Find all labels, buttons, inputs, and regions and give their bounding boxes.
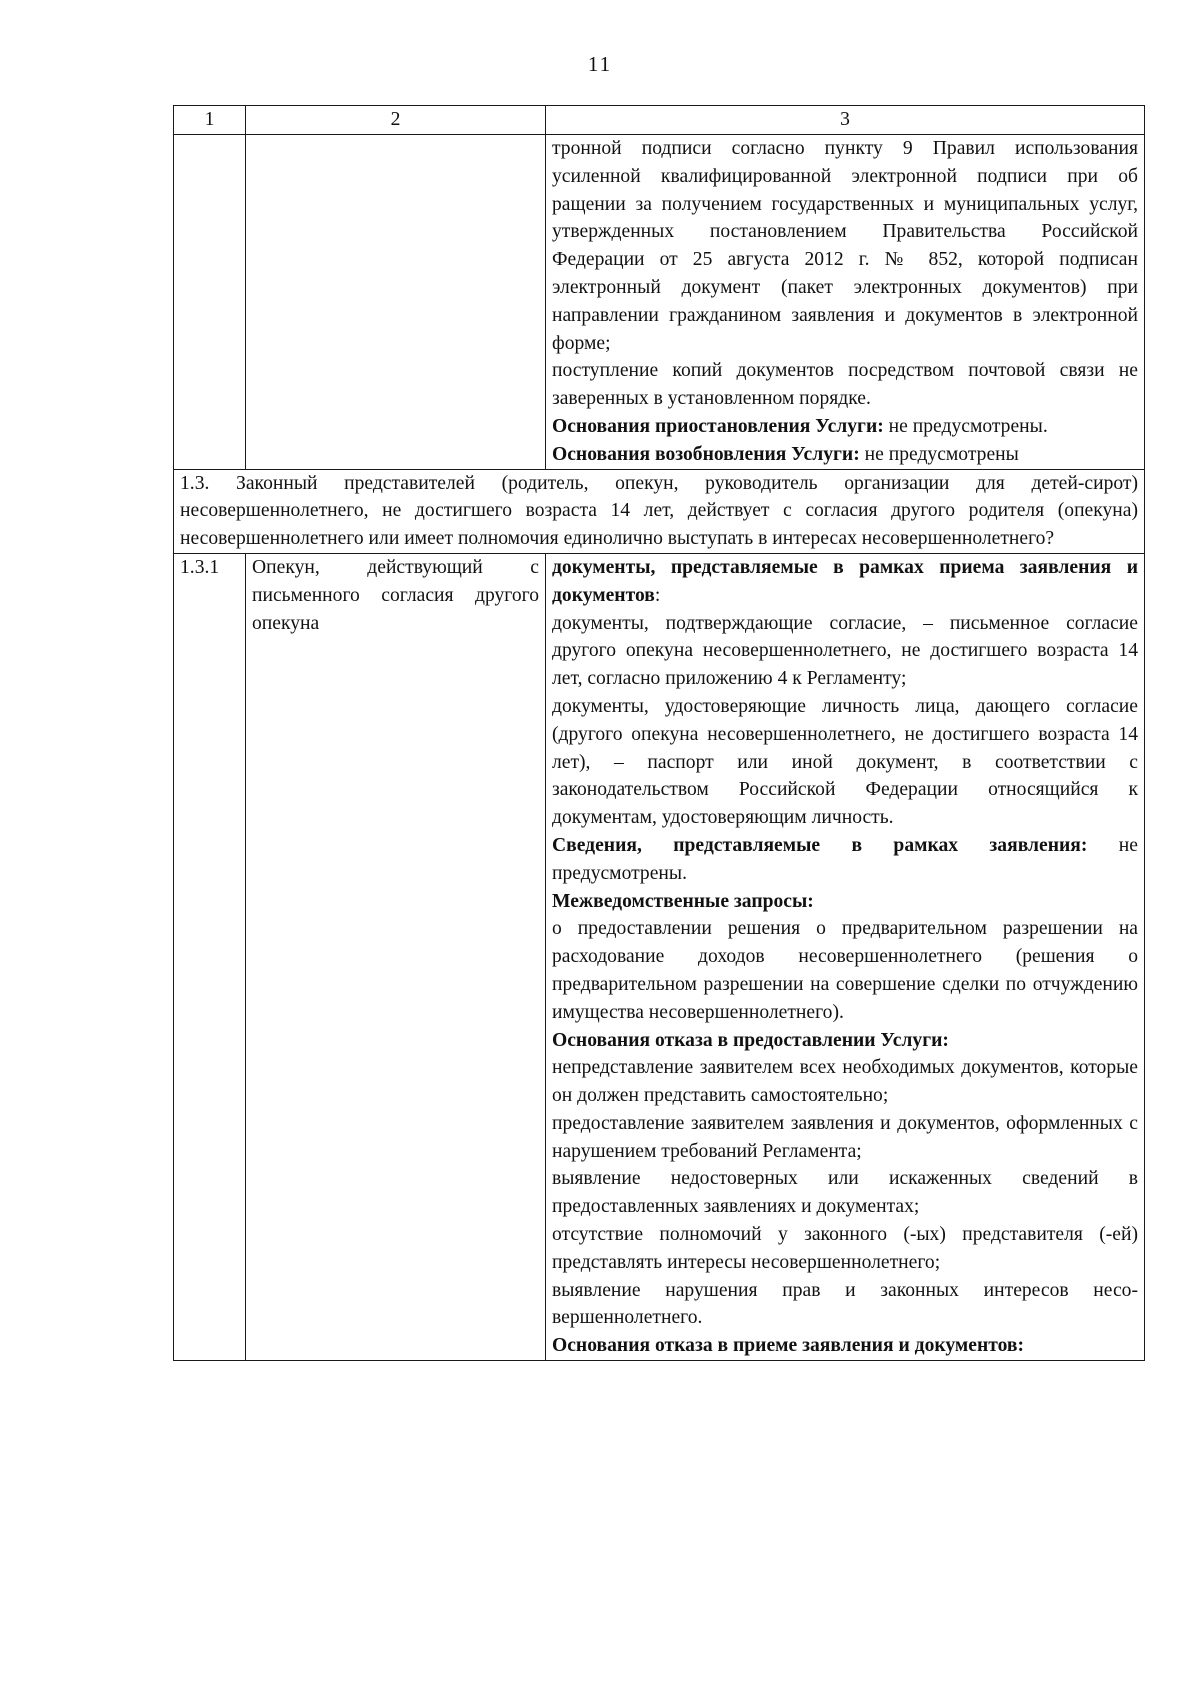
continued-paragraph-postal-copies: поступление копий документов посредством почтовой связи не заверенных в установленном порядке.	[552, 360, 1138, 410]
page-number: 11	[587, 52, 613, 76]
refusal-item: выявление нарушения прав и законных интересов несовершеннолетнего.	[552, 1279, 1138, 1329]
refusal-item: выявление недостоверных или искаженных сведений в предоставленных заявлениях и документах;	[552, 1168, 1138, 1218]
continued-row-col-1	[174, 135, 246, 470]
docs-heading	[552, 554, 1138, 610]
question-1-3: 1.3. Законный представителей (родитель, опекун, руководитель организации для детей-сирот) несовершеннолетнего, не достигшего возраста 14 лет, действует с согласия другого родителя (опекуна) несовершеннолетнего или имеет полномочия единолично выступать в интересах несовершеннолетнего?	[174, 469, 1145, 553]
suspension-label: Основания приостановления Услуги:	[552, 415, 884, 437]
info-provided	[552, 832, 1138, 888]
requests-text: о предоставлении решения о предварительном разрешении на расходование доходов несовершеннолетнего (решения о предварительном разрешении на совершение сделки по отчуждению имущества несовершеннолетнего).	[552, 918, 1138, 1023]
refusal-label: Основания отказа в предоставлении Услуги:	[552, 1029, 949, 1051]
services-table	[173, 105, 1145, 1361]
table-header-row	[174, 106, 1145, 135]
row-1-3-1-details	[546, 553, 1145, 1360]
docs-heading-label: документы, представляемые в рамках приема заявления и документов	[552, 556, 1138, 606]
continued-row-col-3	[546, 135, 1145, 470]
docs-consent: документы, подтверждающие согласие, – письменное согласие другого опекуна несовершеннолетнего, не достигшего возраста 14 лет, согласно приложению 4 к Регламенту;	[552, 612, 1138, 690]
header-col-3: 3	[546, 106, 1145, 135]
refusal-item: отсутствие полномочий у законного (-ых) представителя (-ей) представлять интересы несовершеннолетнего;	[552, 1224, 1138, 1273]
resumption-grounds	[552, 441, 1138, 469]
info-label: Сведения, представляемые в рамках заявления:	[552, 834, 1088, 856]
info-value: не предусмотрены.	[552, 834, 1138, 884]
docs-heading-suffix: :	[654, 584, 661, 606]
continued-row	[174, 135, 1145, 470]
refusal-item: непредставление заявителем всех необходимых документов, которые он должен представить самостоятельно;	[552, 1057, 1138, 1107]
suspension-value: не предусмотрены.	[883, 415, 1048, 437]
resumption-label: Основания возобновления Услуги:	[552, 443, 860, 465]
continued-paragraph-signature: тронной подписи согласно пункту 9 Правил использования усиленной квалифицированной электронной подписи при об ращении за получением государственных и муниципальных услуг, утвержденных постановлением Правительства Российской Федерации от 25 августа 2012 г. № 852, которой подписан электронный документ (пакет электронных документов) при направлении гражданином заявления и документов в электронной форме;	[552, 138, 1138, 354]
header-col-1: 1	[174, 106, 246, 135]
row-1-3-1	[174, 553, 1145, 1360]
refusal-item: предоставление заявителем заявления и документов, оформленных с нарушением требований Регламента;	[552, 1112, 1138, 1162]
row-1-3-1-number: 1.3.1	[174, 553, 246, 1360]
resumption-value: не предусмотрены	[859, 443, 1019, 465]
continued-row-col-2	[246, 135, 546, 470]
requests-label: Межведомственные запросы:	[552, 890, 814, 912]
row-1-3-1-description: Опекун, действующий с письменного согласия другого опекуна	[246, 553, 546, 1360]
reception-refusal-label: Основания отказа в приеме заявления и документов:	[552, 1335, 1025, 1357]
header-col-2: 2	[246, 106, 546, 135]
suspension-grounds	[552, 413, 1138, 441]
question-row	[174, 469, 1145, 553]
docs-identity: документы, удостоверяющие личность лица, дающего согласие (другого опекуна несовершеннолетнего, не достигшего возраста 14 лет), – паспорт или иной документ, в соответствии с законодательством Российской Федерации относящийся к документам, удостоверяющим личность.	[552, 695, 1138, 829]
